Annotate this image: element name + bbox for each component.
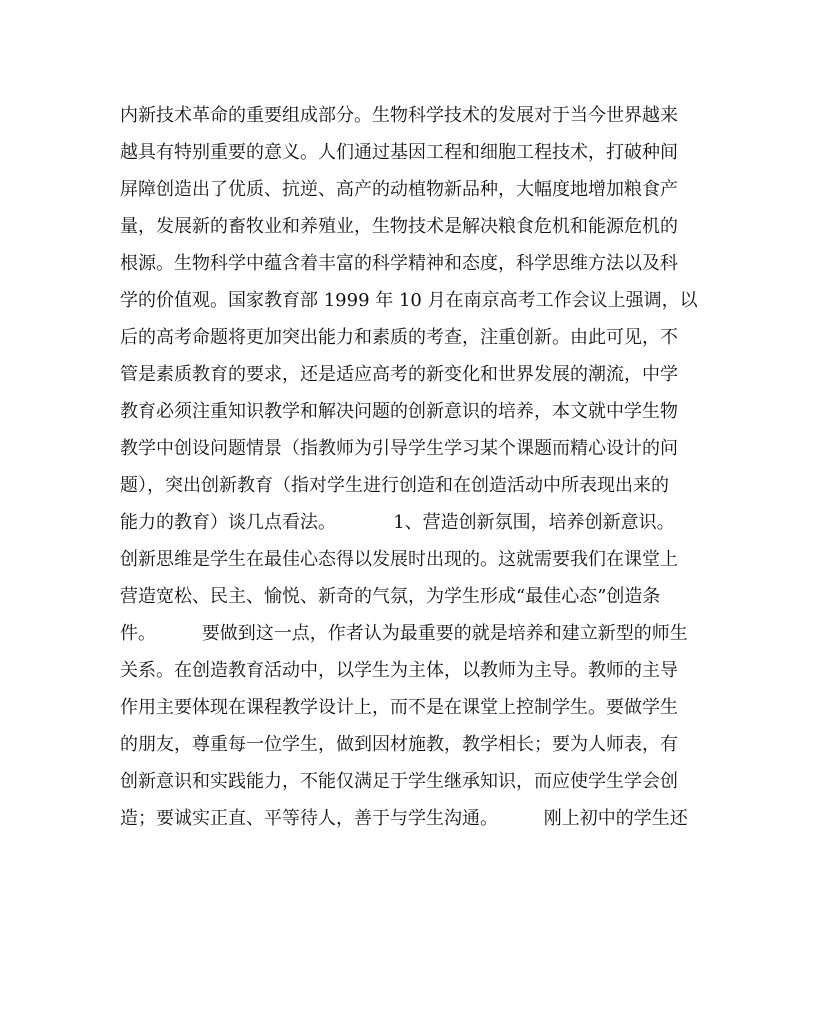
- text-line: 营造宽松、民主、愉悦、新奇的气氛，为学生形成“最佳心态”创造条: [120, 586, 661, 607]
- text-line: 能力的教育）谈几点看法。 1、营造创新氛围，培养创新意识。: [120, 512, 675, 533]
- text-line: 创新思维是学生在最佳心态得以发展时出现的。这就需要我们在课堂上: [120, 549, 678, 570]
- text-line: 量，发展新的畜牧业和养殖业，生物技术是解决粮食危机和能源危机的: [120, 216, 678, 237]
- text-line: 管是素质教育的要求，还是适应高考的新变化和世界发展的潮流，中学: [120, 364, 678, 385]
- text-line: 教学中创设问题情景（指教师为引导学生学习某个课题而精心设计的问: [120, 438, 678, 459]
- text-line: 后的高考命题将更加突出能力和素质的考查，注重创新。由此可见，不: [120, 327, 678, 348]
- text-line: 学的价值观。国家教育部 1999 年 10 月在南京高考工作会议上强调，以: [120, 290, 698, 311]
- text-line: 关系。在创造教育活动中，以学生为主体，以教师为主导。教师的主导: [120, 660, 678, 681]
- text-line: 屏障创造出了优质、抗逆、高产的动植物新品种，大幅度地增加粮食产: [120, 179, 678, 200]
- text-line: 内新技术革命的重要组成部分。生物科学技术的发展对于当今世界越来: [120, 105, 678, 126]
- text-line: 作用主要体现在课程教学设计上，而不是在课堂上控制学生。要做学生: [120, 697, 678, 718]
- text-line: 的朋友，尊重每一位学生，做到因材施教，教学相长；要为人师表，有: [120, 734, 678, 755]
- text-line: 造；要诚实正直、平等待人，善于与学生沟通。 刚上初中的学生还: [120, 808, 688, 829]
- text-line: 根源。生物科学中蕴含着丰富的科学精神和态度，科学思维方法以及科: [120, 253, 678, 274]
- text-line: 件。 要做到这一点，作者认为最重要的就是培养和建立新型的师生: [120, 623, 688, 644]
- text-line: 创新意识和实践能力，不能仅满足于学生继承知识，而应使学生学会创: [120, 771, 678, 792]
- text-line: 教育必须注重知识教学和解决问题的创新意识的培养，本文就中学生物: [120, 401, 678, 422]
- text-line: 越具有特别重要的意义。人们通过基因工程和细胞工程技术，打破种间: [120, 142, 678, 163]
- text-line: 题），突出创新教育（指对学生进行创造和在创造活动中所表现出来的: [120, 475, 669, 496]
